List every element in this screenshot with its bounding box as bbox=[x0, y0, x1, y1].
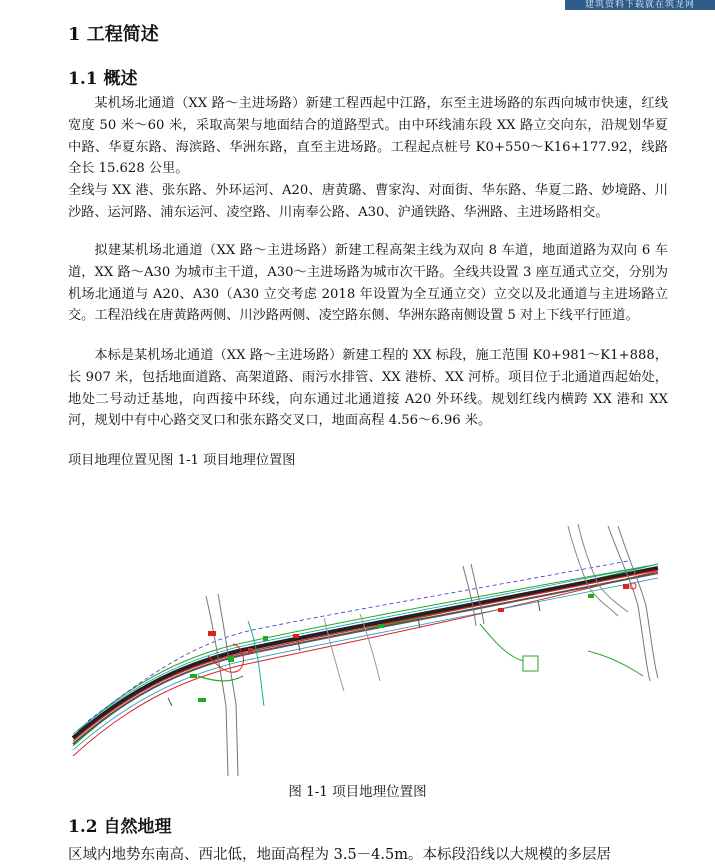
paragraph-section-scope: 本标是某机场北通道（XX 路～主进场路）新建工程的 XX 标段，施工范围 K0+981～K1+888，长 907 米，包括地面道路、高架道路、雨污水排管、XX 港桥、XX 河桥。项目位于北通道西起始处，地处二号动迁基地，向西接中环线，向东通过北通道接 A20 外环线。规划红线内横跨 XX 港和 XX 河，规划中有中心路交叉口和张东路交叉口，地面高程 4.56～6.96 米。 bbox=[68, 348, 668, 429]
paragraph-design-standard: 拟建某机场北通道（XX 路～主进场路）新建工程高架主线为双向 8 车道，地面道路为双向 6 车道，XX 路～A30 为城市主干道，A30～主进场路为城市次干路。全线共设置 3 座互通式立交，分别为机场北通道与 A20、A30（A30 立交考虑 2018 年设置为全互通立交）立交以及北通道与主进场路立交。工程沿线在唐黄路两侧、川沙路两侧、凌空路东侧、华洲东路南侧设置 5 对上下线平行匝道。 bbox=[68, 243, 668, 324]
paragraph-project-summary: 某机场北通道（XX 路～主进场路）新建工程西起中江路，东至主进场路的东西向城市快速，红线宽度 50 米～60 米，采取高架与地面结合的道路型式。由中环线浦东段 XX 路立交向东，沿规划华夏中路、华夏东路、海滨路、华洲东路，直至主进场路。工程起点桩号 K0+550～K16+177.92，线路全长 15.628 公里。 bbox=[68, 96, 668, 177]
section-heading-natural-geography: 1.2 自然地理 bbox=[68, 817, 172, 837]
paragraph-figure-reference: 项目地理位置见图 1-1 项目地理位置图 bbox=[68, 453, 296, 468]
chapter-heading: 1 工程简述 bbox=[68, 24, 159, 45]
project-location-map bbox=[68, 506, 668, 776]
watermark-banner: 建筑资料下载就在筑龙网 bbox=[565, 0, 715, 10]
paragraph-terrain: 区域内地势东南高、西北低，地面高程为 3.5－4.5m。本标段沿线以大规模的多层居 bbox=[68, 847, 611, 863]
figure-caption: 图 1-1 项目地理位置图 bbox=[288, 784, 427, 800]
route-map-drawing bbox=[68, 506, 668, 776]
paragraph-intersections: 全线与 XX 港、张东路、外环运河、A20、唐黄璐、曹家沟、对面街、华东路、华夏二路、妙境路、川沙路、运河路、浦东运河、凌空路、川南奉公路、A30、沪通铁路、华洲路、主进场路相交。 bbox=[68, 183, 668, 220]
section-heading-overview: 1.1 概述 bbox=[68, 69, 138, 89]
